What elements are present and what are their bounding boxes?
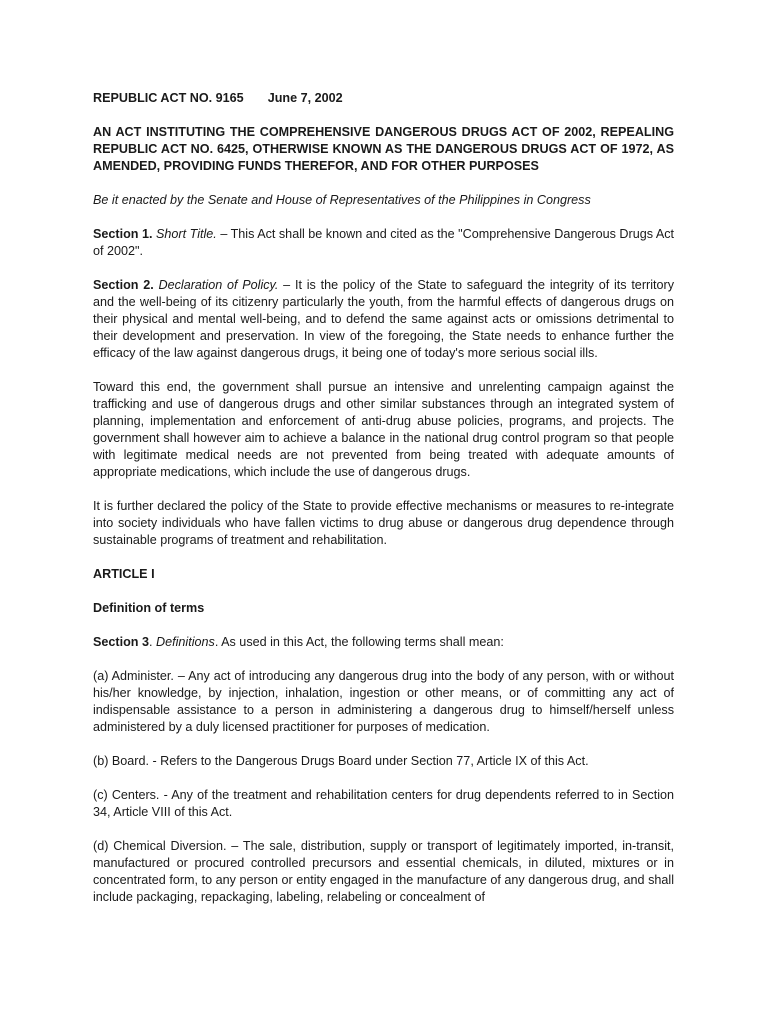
section-3-sep: . [149,635,153,649]
section-3-label: Section 3 [93,635,149,649]
act-date: June 7, 2002 [267,91,343,105]
section-1-label: Section 1. [93,227,153,241]
act-title: AN ACT INSTITUTING THE COMPREHENSIVE DANGEROUS DRUGS ACT OF 2002, REPEALING REPUBLIC ACT NO. 6425, OTHERWISE KNOWN AS THE DANGEROUS DRUGS ACT OF 1972, AS AMENDED, PROVIDING FUNDS THEREFOR, AND FOR OTHER PURPOSES [93,125,674,173]
section-2-heading: Declaration of Policy. [158,278,279,292]
section-2 [93,277,674,362]
section-2-text: – It is the policy of the State to safeguard the integrity of its territory and the well-being of its citizenry particularly the youth, from the harmful effects of dangerous drugs on their physical and mental well-being, and to defend the same against acts or omissions detrimental to their development and preservation. In view of the foregoing, the State needs to enhance further the efficacy of the law against dangerous drugs, it being one of today's more serious social ills. [93,278,674,360]
section-2-label: Section 2. [93,278,154,292]
section-2-paragraph-2: Toward this end, the government shall pursue an intensive and unrelenting campaign against the trafficking and use of dangerous drugs and other similar substances through an integrated system of planning, implementation and enforcement of anti-drug abuse policies, programs, and projects. The government shall however aim to achieve a balance in the national drug control program so that people with legitimate medical needs are not prevented from being treated with adequate amounts of appropriate medications, which include the use of dangerous drugs. [93,380,674,479]
section-3-text: . As used in this Act, the following terms shall mean: [214,635,504,649]
act-header [93,90,674,107]
enacting-clause: Be it enacted by the Senate and House of Representatives of the Philippines in Congress [93,193,591,207]
act-number: REPUBLIC ACT NO. 9165 [93,91,244,105]
definition-b: (b) Board. - Refers to the Dangerous Drugs Board under Section 77, Article IX of this Act. [93,754,589,768]
definition-a: (a) Administer. – Any act of introducing any dangerous drug into the body of any person, with or without his/her knowledge, by injection, inhalation, ingestion or other means, or of committing any act of indispensable assistance to a person in administering a dangerous drug to himself/herself unless administered by a duly licensed practitioner for purposes of medication. [93,669,674,734]
section-3-heading: Definitions [156,635,215,649]
definition-c: (c) Centers. - Any of the treatment and rehabilitation centers for drug dependents referred to in Section 34, Article VIII of this Act. [93,788,674,819]
section-1 [93,226,674,260]
definition-d: (d) Chemical Diversion. – The sale, distribution, supply or transport of legitimately imported, in-transit, manufactured or procured controlled precursors and essential chemicals, in diluted, mixtures or in concentrated form, to any person or entity engaged in the manufacture of any dangerous drug, and shall include packaging, repackaging, labeling, relabeling or concealment of [93,839,674,904]
section-1-heading: Short Title. [156,227,217,241]
section-2-paragraph-3: It is further declared the policy of the State to provide effective mechanisms or measures to re-integrate into society individuals who have fallen victims to drug abuse or dangerous drug dependence through sustainable programs of treatment and rehabilitation. [93,499,674,547]
section-3 [93,634,674,651]
article-1-heading: Definition of terms [93,601,205,615]
article-1-label: ARTICLE I [93,567,155,581]
section-1-text: – This Act shall be known and cited as the "Comprehensive Dangerous Drugs Act of 2002". [93,227,675,258]
